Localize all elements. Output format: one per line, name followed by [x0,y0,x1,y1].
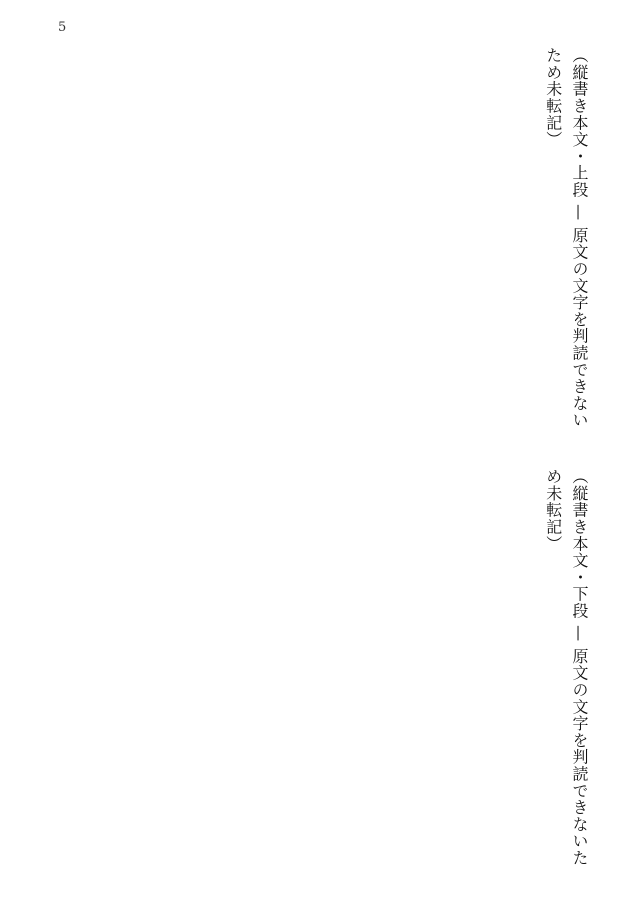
upper-text-block [86,47,592,429]
paragraph: （縦書き本文・上段 — 原文の文字を判読できないため未転記） [543,47,589,429]
page-number: 5 [58,20,67,35]
lower-text-block [68,468,592,870]
paragraph: （縦書き本文・下段 — 原文の文字を判読できないため未転記） [543,468,589,867]
